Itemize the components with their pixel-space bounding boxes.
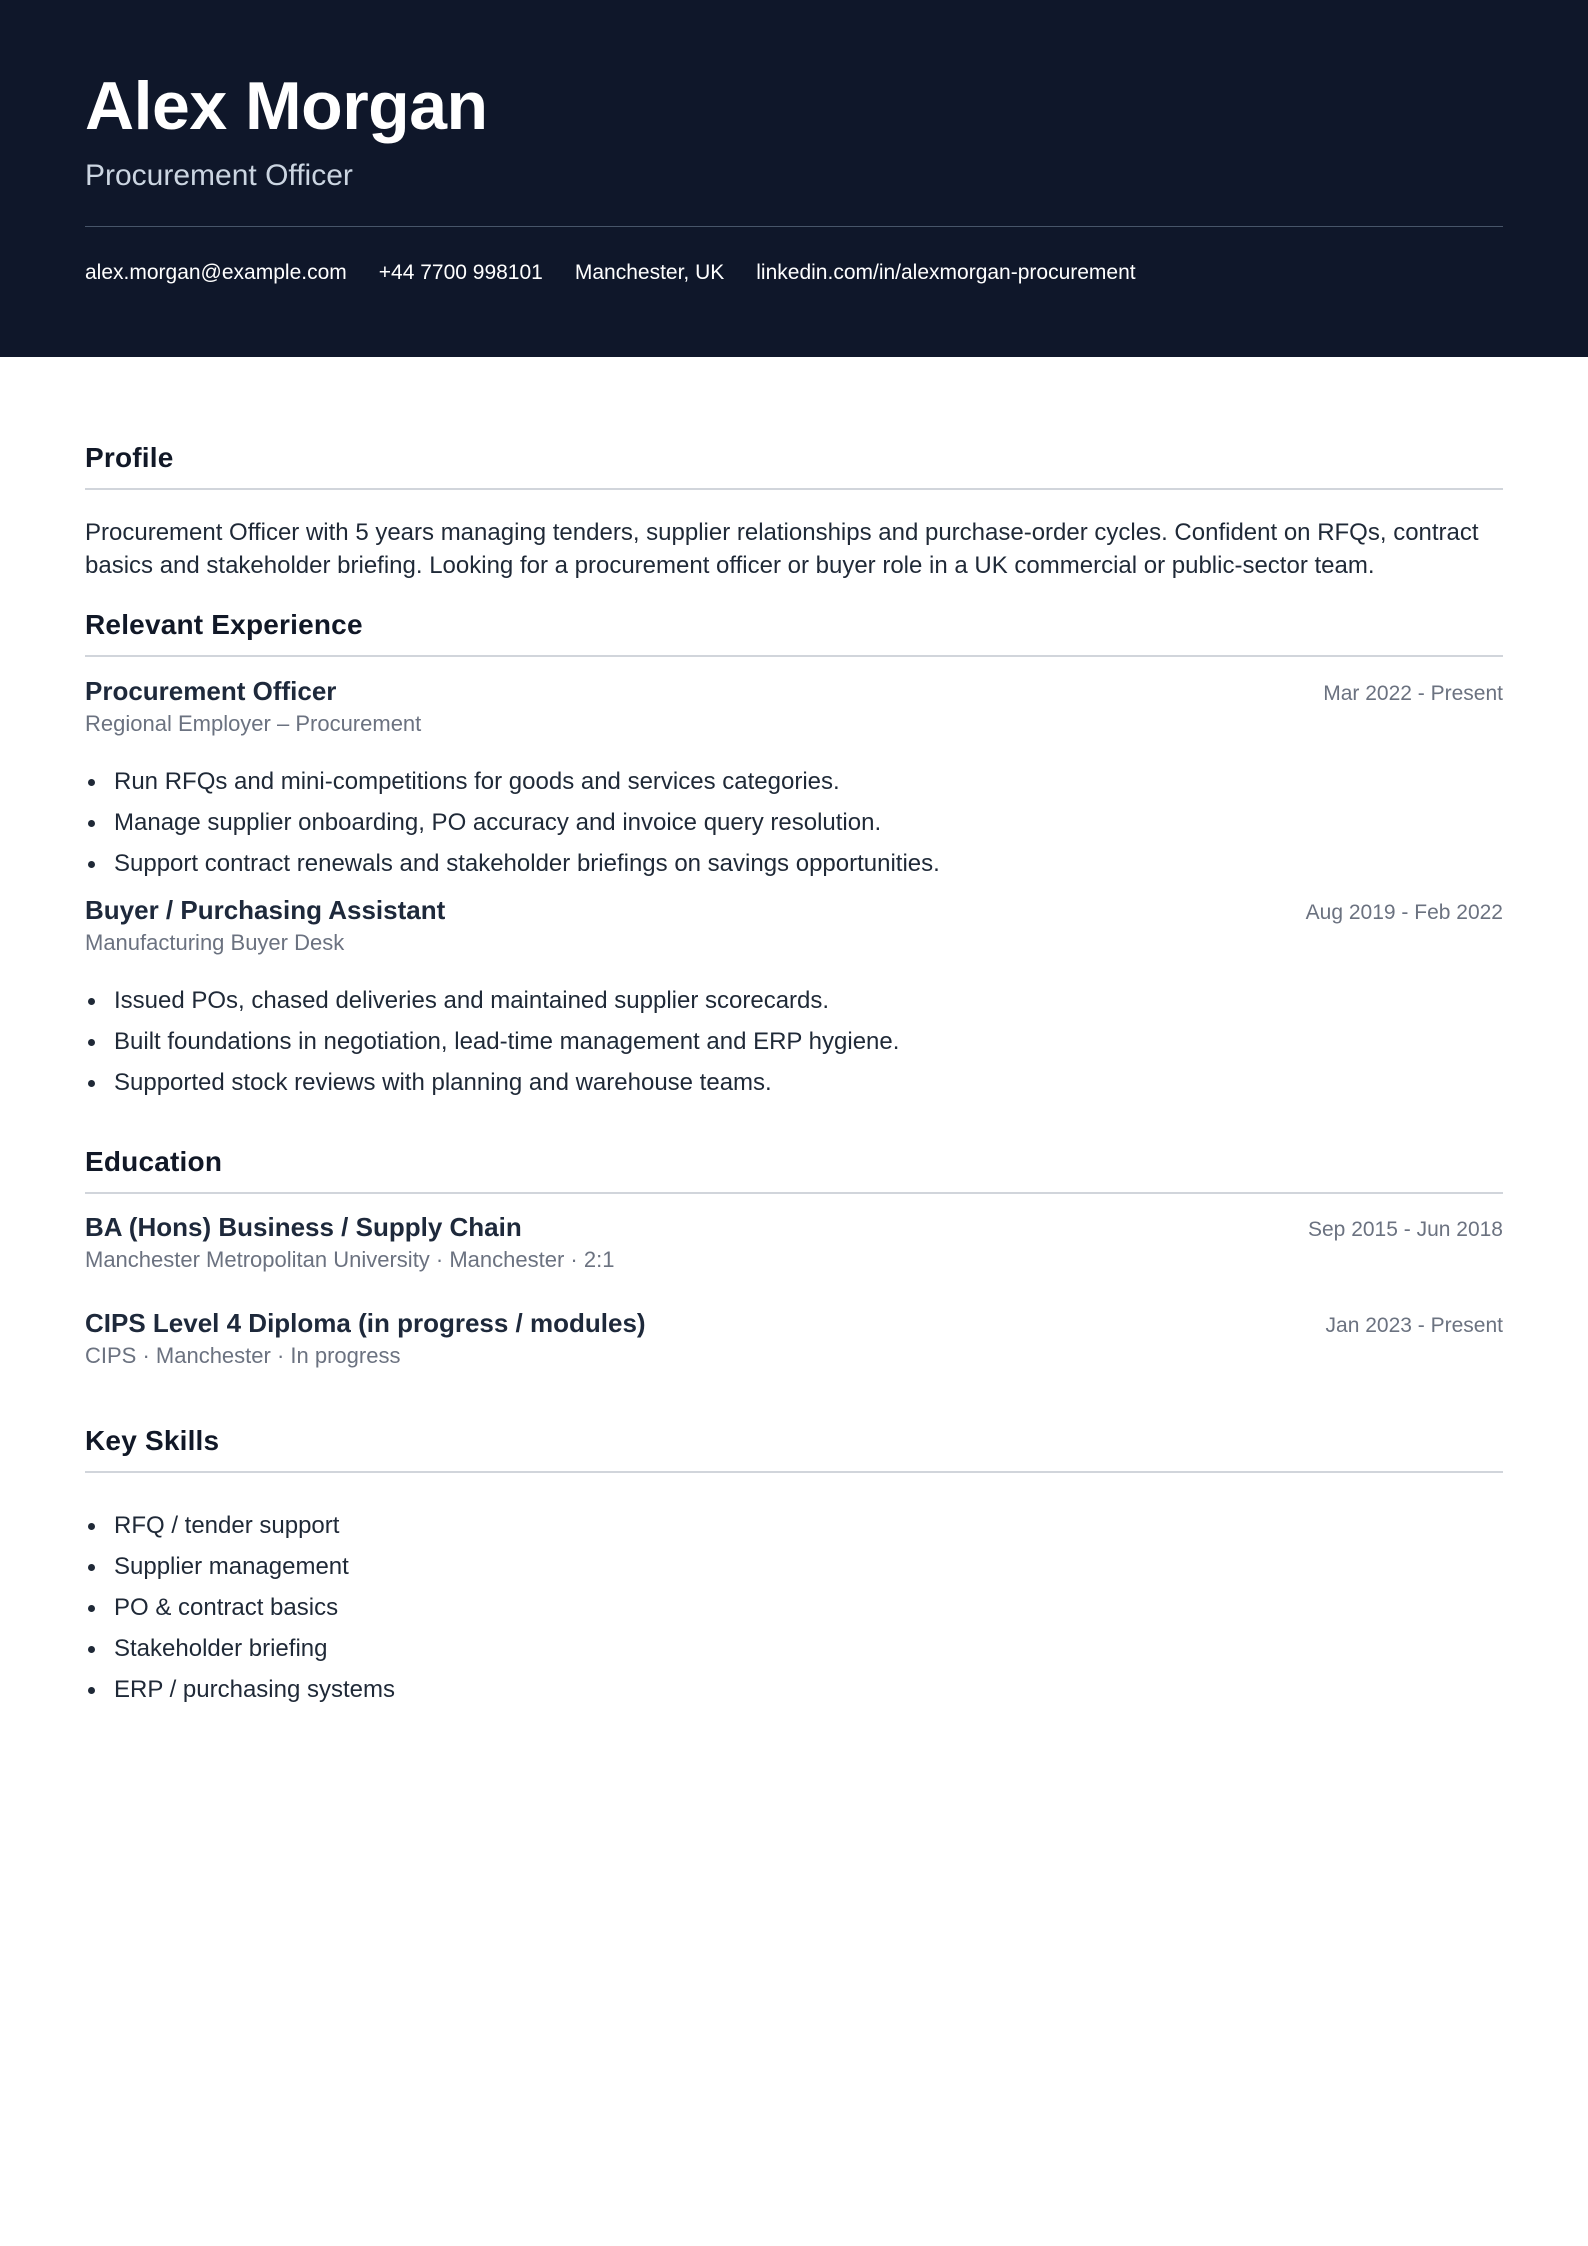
section-title-experience: Relevant Experience (85, 609, 363, 640)
profile-summary: Procurement Officer with 5 years managing tenders, supplier relationships and purchase-order cycles. Confident on RFQs, contract basics and stakeholder briefing. Looking for a procurement officer or buyer role in a UK commercial or public-sector team. (85, 519, 1479, 579)
contact-bar (85, 258, 1503, 288)
job-title: Buyer / Purchasing Assistant (85, 895, 446, 925)
job-header (85, 893, 1503, 928)
job-company: Manufacturing Buyer Desk (85, 930, 345, 955)
education-entry (85, 1306, 1503, 1371)
job-entry (85, 674, 1503, 884)
section-divider (85, 1192, 1503, 1194)
education-dates: Sep 2015 - Jun 2018 (1308, 1218, 1503, 1241)
education-header (85, 1306, 1503, 1341)
section-divider (85, 1471, 1503, 1473)
list-item: Issued POs, chased deliveries and maintained supplier scorecards. (85, 980, 1503, 1021)
section-divider (85, 488, 1503, 490)
skill-item: Supplier management (85, 1546, 1503, 1587)
job-header (85, 674, 1503, 709)
job-title: Procurement Officer (85, 676, 337, 706)
education-details: Manchester Metropolitan University · Manchester · 2:1 (85, 1247, 615, 1272)
list-item: Run RFQs and mini-competitions for goods and services categories. (85, 761, 1503, 802)
education-entry (85, 1210, 1503, 1275)
list-item: Built foundations in negotiation, lead-time management and ERP hygiene. (85, 1021, 1503, 1062)
job-company: Regional Employer – Procurement (85, 711, 422, 736)
skill-item: ERP / purchasing systems (85, 1669, 1503, 1710)
resume-header (0, 0, 1588, 357)
education-details: CIPS · Manchester · In progress (85, 1343, 401, 1368)
job-dates: Aug 2019 - Feb 2022 (1305, 901, 1503, 924)
education-header (85, 1210, 1503, 1245)
section-title-education: Education (85, 1146, 223, 1177)
education-degree: BA (Hons) Business / Supply Chain (85, 1212, 522, 1242)
contact-linkedin[interactable]: linkedin.com/in/alexmorgan-procurement (756, 261, 1136, 284)
education-section (85, 1144, 1503, 1371)
job-bullets (85, 761, 1503, 884)
education-dates: Jan 2023 - Present (1325, 1314, 1503, 1337)
skill-item: RFQ / tender support (85, 1505, 1503, 1546)
contact-phone[interactable]: +44 7700 998101 (378, 261, 543, 284)
candidate-role: Procurement Officer (85, 159, 353, 192)
job-dates: Mar 2022 - Present (1323, 682, 1503, 705)
job-entry (85, 893, 1503, 1103)
list-item: Supported stock reviews with planning and warehouse teams. (85, 1062, 1503, 1103)
list-item: Manage supplier onboarding, PO accuracy and invoice query resolution. (85, 802, 1503, 843)
resume-body (0, 440, 1588, 1710)
skill-item: PO & contract basics (85, 1587, 1503, 1628)
section-title-profile: Profile (85, 442, 174, 473)
experience-section (85, 607, 1503, 1103)
candidate-name: Alex Morgan (85, 68, 488, 144)
contact-email[interactable]: alex.morgan@example.com (85, 261, 347, 284)
section-title-skills: Key Skills (85, 1425, 220, 1456)
skills-list (85, 1505, 1503, 1710)
section-divider (85, 655, 1503, 657)
education-degree: CIPS Level 4 Diploma (in progress / modules) (85, 1308, 646, 1338)
skills-section (85, 1423, 1503, 1710)
contact-location: Manchester, UK (574, 261, 725, 284)
skill-item: Stakeholder briefing (85, 1628, 1503, 1669)
profile-section (85, 440, 1503, 582)
header-divider (85, 226, 1503, 227)
list-item: Support contract renewals and stakeholder briefings on savings opportunities. (85, 843, 1503, 884)
job-bullets (85, 980, 1503, 1103)
